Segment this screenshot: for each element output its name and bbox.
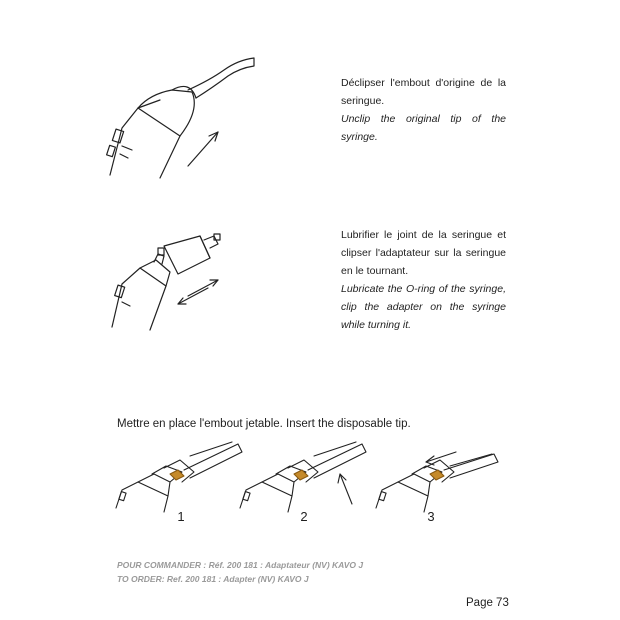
substep-2-number: 2 <box>300 509 308 524</box>
disposable-tip-step-3-illustration <box>368 438 508 513</box>
order-info-fr: POUR COMMANDER : Réf. 200 181 : Adaptateur (NV) KAVO J <box>117 560 364 570</box>
step-1-text <box>341 74 506 146</box>
substep-3-number: 3 <box>427 509 435 524</box>
step-1-text-en: Unclip the original tip of the syringe. <box>341 113 506 143</box>
syringe-unclip-illustration <box>100 50 270 185</box>
disposable-tip-step-2-illustration <box>232 438 372 513</box>
step-2-text-fr: Lubrifier le joint de la seringue et clipser l'adaptateur sur la seringue en le tournant. <box>341 229 506 277</box>
step-2-text <box>341 226 506 334</box>
order-info <box>117 558 457 586</box>
step-2-text-en: Lubricate the O-ring of the syringe, clip the adapter on the syringe while turning it. <box>341 283 506 331</box>
order-info-en: TO ORDER: Ref. 200 181 : Adapter (NV) KAVO J <box>117 574 309 584</box>
insert-tip-title: Mettre en place l'embout jetable. Insert the disposable tip. <box>117 418 411 430</box>
adapter-clip-illustration <box>100 222 250 337</box>
page-number: Page 73 <box>466 597 509 609</box>
step-1-text-fr: Déclipser l'embout d'origine de la seringue. <box>341 77 506 107</box>
disposable-tip-step-1-illustration <box>108 438 248 513</box>
substep-1-number: 1 <box>177 509 185 524</box>
